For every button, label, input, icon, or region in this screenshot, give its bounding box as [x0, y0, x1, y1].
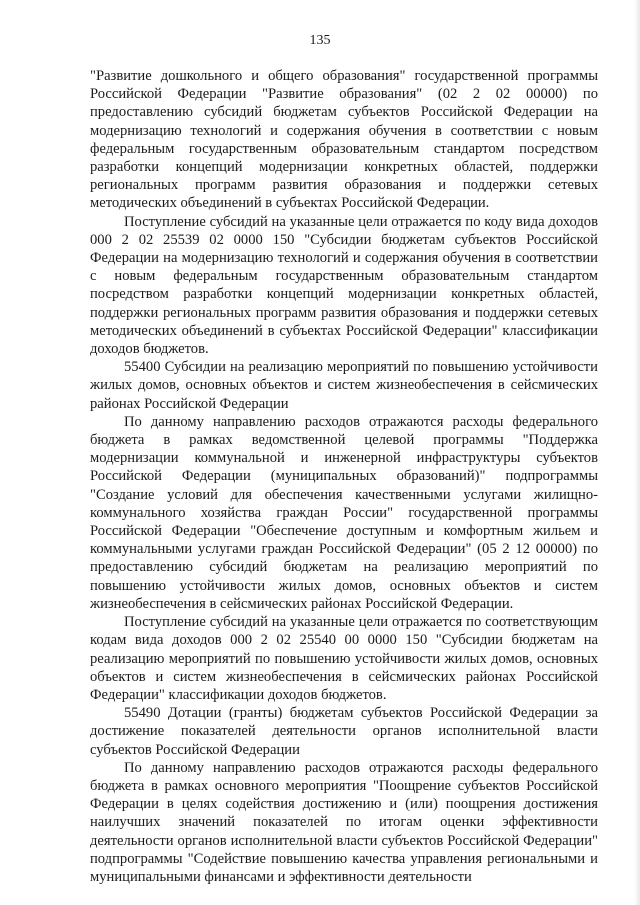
paragraph-subsidy-income-25540: Поступление субсидий на указанные цели отражается по соответствующим кодам вида доходов 000 2 02 25540 00 0000 150 "Субсидии бюджетам на реализацию мероприятий по повышению устойчивости жилых домов, основных объектов и систем жизнеобеспечения в сейсмических районах Российской Федерации" классификации доходов бюджетов.	[90, 614, 598, 703]
paragraph-expenses-55490: По данному направлению расходов отражаются расходы федерального бюджета в рамках основного мероприятия "Поощрение субъектов Российской Федерации в целях содействия достижению и (или) поощрения достижения наилучших значений показателей по итогам оценки эффективности деятельности органов исполнительной власти субъектов Российской Федерации" подпрограммы "Содействие повышению качества управления региональными и муниципальными финансами и эффективности деятельности	[90, 759, 598, 885]
paragraph-expenses-55400: По данному направлению расходов отражаются расходы федерального бюджета в рамках ведомственной целевой программы "Поддержка модернизации коммунальной и инженерной инфраструктуры субъектов Российской Федерации (муниципальных образований)" подпрограммы "Создание условий для обеспечения качественными услугами жилищно-коммунального хозяйства граждан России" государственной программы Российской Федерации "Обеспечение доступным и комфортным жильем и коммунальными услугами граждан Российской Федерации" (05 2 12 00000) по предоставлению субсидий бюджетам на реализацию мероприятий по повышению устойчивости жилых домов, основных объектов и систем жизнеобеспечения в сейсмических районах Российской Федерации.	[90, 413, 598, 612]
body-text	[90, 67, 598, 886]
scan-edge-shadow	[634, 0, 640, 905]
paragraph-program-description: "Развитие дошкольного и общего образования" государственной программы Российской Федерации "Развитие образования" (02 2 02 00000) по предоставлению субсидий бюджетам субъектов Российской Федерации на модернизацию технологий и содержания обучения в соответствии с новым федеральным государственным образовательным стандартом посредством разработки концепций модернизации конкретных областей, поддержки региональных программ развития образования и поддержки сетевых методических объединений в субъектах Российской Федерации.	[90, 68, 598, 212]
paragraph-heading-55400: 55400 Субсидии на реализацию мероприятий по повышению устойчивости жилых домов, основных объектов и систем жизнеобеспечения в сейсмических районах Российской Федерации	[90, 359, 598, 412]
paragraph-heading-55490: 55490 Дотации (гранты) бюджетам субъектов Российской Федерации за достижение показателей деятельности органов исполнительной власти субъектов Российской Федерации	[90, 705, 598, 758]
paragraph-subsidy-income-25539: Поступление субсидий на указанные цели отражается по коду вида доходов 000 2 02 25539 02 0000 150 "Субсидии бюджетам субъектов Российской Федерации на модернизацию технологий и содержания обучения в соответствии с новым федеральным государственным образовательным стандартом посредством разработки концепций модернизации конкретных областей, поддержки региональных программ развития образования и поддержки сетевых методических объединений в субъектах Российской Федерации" классификации доходов бюджетов.	[90, 213, 598, 358]
page-number: 135	[309, 33, 331, 48]
